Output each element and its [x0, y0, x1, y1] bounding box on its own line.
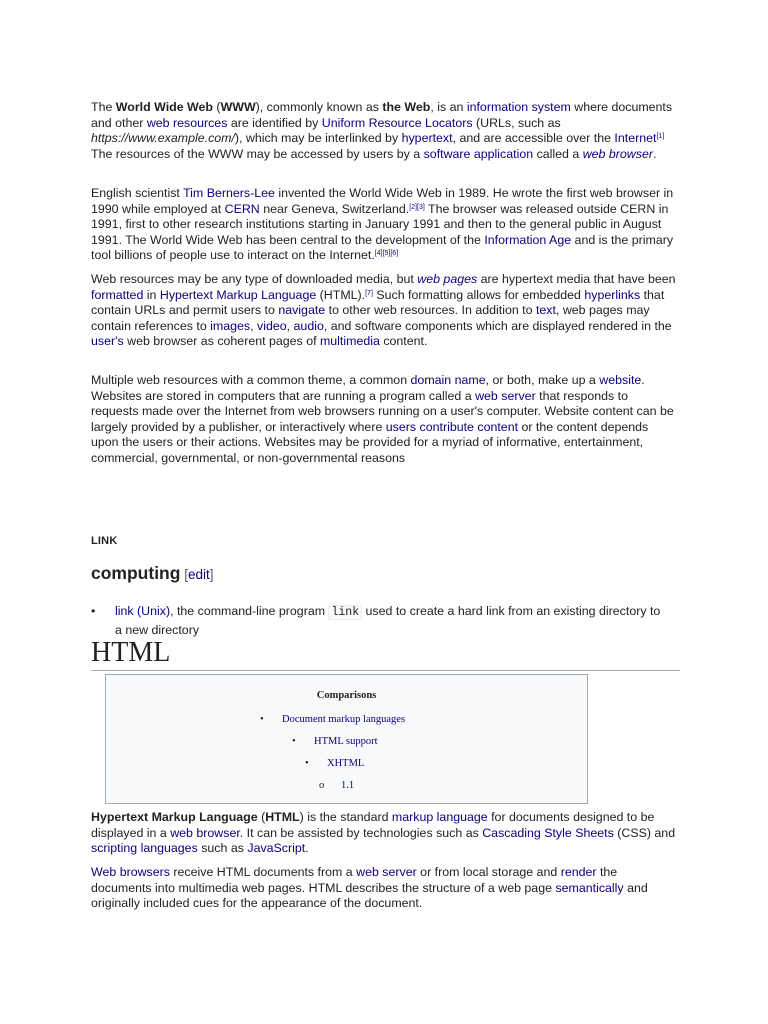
text-span: , and software components which are displayed rendered in the	[323, 318, 672, 333]
link-markup-language[interactable]: markup language	[391, 810, 488, 824]
text-span: ,	[250, 318, 258, 333]
text-span: , web pages may contain references to	[91, 303, 650, 333]
link-scripting-languages[interactable]: scripting languages	[91, 841, 198, 856]
link-document-markup-languages[interactable]: Document markup languages	[282, 714, 406, 725]
link-web-browsers[interactable]: Web browsers	[91, 865, 170, 879]
text-span: Web resources may be any type of downloaded media, but	[91, 272, 418, 286]
text-span: ), commonly known as	[255, 100, 383, 114]
list-item	[91, 603, 661, 638]
link-hypertext-markup-language[interactable]: Hypertext Markup Language	[159, 287, 317, 302]
reference-2-3[interactable]: [2][3]	[409, 203, 425, 211]
term-www: World Wide Web	[115, 100, 213, 114]
history-paragraph	[91, 186, 676, 264]
text-span: ) is the standard	[299, 810, 392, 824]
text-span: ,	[286, 318, 294, 333]
link-hypertext[interactable]: hypertext	[401, 131, 453, 146]
text-span: and is the primary tool billions of people use to interact on the Internet.	[91, 232, 674, 263]
link-navigate[interactable]: navigate	[278, 303, 326, 318]
bracket: ]	[209, 567, 214, 582]
text-span: .	[652, 146, 657, 161]
html-browsers-paragraph	[91, 865, 676, 912]
link-web-server-2[interactable]: web server	[356, 865, 417, 879]
link-domain-name[interactable]: domain name	[410, 373, 486, 387]
text-span: receive HTML documents from a	[169, 865, 357, 879]
link-audio[interactable]: audio	[293, 318, 324, 333]
text-span: for documents designed to be displayed in a	[91, 810, 655, 840]
link-semantically[interactable]: semantically	[555, 880, 624, 895]
text-span: Multiple web resources with a common theme, a common	[91, 373, 411, 387]
bullet: •	[260, 714, 264, 725]
text-span: .	[305, 841, 309, 856]
link-software-application[interactable]: software application	[423, 146, 534, 161]
link-web-browser[interactable]: web browser	[582, 146, 653, 161]
text-span: , and are accessible over the	[452, 131, 615, 146]
code-link: link	[328, 605, 362, 620]
intro-paragraph	[91, 100, 676, 162]
link-web-server[interactable]: web server	[475, 388, 536, 403]
link-xhtml[interactable]: XHTML	[327, 758, 365, 769]
text-span: . It can be assisted by technologies such as	[239, 825, 483, 840]
bracket: [	[180, 567, 188, 582]
term-www-abbr: WWW	[220, 100, 256, 114]
text-span: Such formatting allows for embedded	[372, 287, 585, 302]
link-link-unix[interactable]: link (Unix)	[115, 604, 171, 618]
text-span: , the command-line program	[170, 604, 329, 618]
link-information-system[interactable]: information system	[466, 100, 571, 114]
link-render[interactable]: render	[560, 865, 597, 879]
text-span: . Websites are stored in computers that are running a program called a	[91, 373, 645, 403]
text-span: where documents and other	[91, 100, 673, 130]
link-web-resources[interactable]: web resources	[146, 115, 228, 130]
link-web-browser-2[interactable]: web browser	[170, 825, 240, 840]
link-images[interactable]: images	[210, 318, 251, 333]
text-span: that contain URLs and permit users to	[91, 287, 665, 318]
text-span: are hypertext media that have been	[477, 272, 676, 286]
text-span: in	[143, 287, 160, 302]
reference-7[interactable]: [7]	[365, 289, 373, 297]
link-uniform-resource-locators[interactable]: Uniform Resource Locators	[321, 115, 473, 130]
text-span: invented the World Wide Web in 1989. He wrote the first web browser in 1990 while employed at	[91, 186, 674, 216]
text-span: are identified by	[227, 115, 322, 130]
sub-bullet: o	[319, 780, 325, 791]
bullet: •	[305, 758, 309, 769]
link-text[interactable]: text	[535, 303, 556, 318]
text-span: to other web resources. In addition to	[325, 303, 536, 318]
resources-paragraph	[91, 272, 676, 350]
text-span: (	[212, 100, 221, 114]
comparisons-box	[105, 674, 588, 804]
link-users-contribute-content[interactable]: users contribute content	[385, 419, 519, 434]
edit-section	[180, 567, 213, 582]
link-javascript[interactable]: JavaScript	[247, 841, 306, 856]
link-html-support[interactable]: HTML support	[314, 736, 378, 747]
text-span: , is an	[430, 100, 467, 114]
subheading-computing	[91, 563, 214, 584]
text-span: , or both, make up a	[485, 373, 600, 387]
link-multimedia[interactable]: multimedia	[319, 334, 380, 349]
term-html-full: Hypertext Markup Language	[91, 810, 258, 824]
comparisons-title: Comparisons	[316, 690, 377, 701]
link-formatted[interactable]: formatted	[91, 287, 144, 302]
link-cern[interactable]: CERN	[224, 201, 260, 216]
text-span: content.	[379, 334, 428, 349]
link-information-age[interactable]: Information Age	[484, 232, 572, 247]
text-span: The	[91, 100, 116, 114]
link-xhtml-1-1[interactable]: 1.1	[341, 780, 355, 791]
bullet: •	[292, 736, 296, 747]
link-hyperlinks[interactable]: hyperlinks	[584, 287, 641, 302]
text-span: (	[257, 810, 266, 824]
bullet: •	[91, 604, 96, 618]
text-span: (HTML).	[316, 287, 366, 302]
html-definition-paragraph	[91, 810, 676, 857]
comparisons-item	[305, 758, 365, 769]
link-cascading-style-sheets[interactable]: Cascading Style Sheets	[482, 825, 614, 840]
text-span: The resources of the WWW may be accessed by users by a	[91, 146, 424, 161]
term-html: HTML	[265, 810, 300, 824]
text-span: and originally included cues for the appearance of the document.	[91, 880, 648, 911]
link-tim-berners-lee[interactable]: Tim Berners-Lee	[183, 186, 275, 200]
text-span: near Geneva, Switzerland.	[259, 201, 410, 216]
comparisons-item	[319, 780, 355, 791]
text-span: or the content depends upon the users or their actions. Websites may be provided for a myriad of informative, entertainment, commercial, governmental, or non-governmental reasons	[91, 419, 649, 465]
text-span: English scientist	[91, 186, 184, 200]
text-span: the documents into multimedia web pages. HTML describes the structure of a web page	[91, 865, 618, 895]
text-span: (URLs, such as	[472, 115, 561, 130]
websites-paragraph	[91, 373, 676, 467]
link-video[interactable]: video	[257, 318, 287, 333]
link-internet[interactable]: Internet	[614, 131, 657, 146]
subheading-text: computing	[91, 563, 181, 583]
text-span: ), which may be interlinked by	[234, 131, 402, 146]
text-span: The browser was released outside CERN in 1991, first to other research institutions starting in January 1991 and then to the general public in August 1991. The World Wide Web has been central to the development of the	[91, 201, 669, 247]
text-span: used to create a hard link from an existing directory to a new directory	[115, 604, 661, 637]
heading-html: HTML	[91, 636, 680, 671]
section-heading-link: LINK	[91, 535, 118, 547]
edit-link[interactable]: edit	[187, 567, 210, 582]
link-users[interactable]: user's	[91, 334, 124, 349]
text-span: called a	[533, 146, 583, 161]
text-span: web browser as coherent pages of	[123, 334, 320, 349]
reference-1[interactable]: [1]	[656, 133, 665, 141]
example-url: https://www.example.com/	[91, 131, 235, 146]
reference-4-5-6[interactable]: [4][5][6]	[374, 250, 399, 258]
text-span: that responds to requests made over the Internet from web browsers running on a user's computer. Website content can be largely provided by a publisher, or interactively where	[91, 388, 674, 434]
comparisons-item	[260, 714, 406, 725]
link-web-pages[interactable]: web pages	[417, 272, 478, 286]
comparisons-item	[292, 736, 378, 747]
term-the-web: the Web	[382, 100, 431, 114]
text-span: such as	[197, 841, 248, 856]
text-span: or from local storage and	[416, 865, 561, 879]
link-website[interactable]: website	[599, 373, 642, 387]
link-list	[91, 603, 661, 638]
text-span: (CSS) and	[613, 825, 676, 840]
